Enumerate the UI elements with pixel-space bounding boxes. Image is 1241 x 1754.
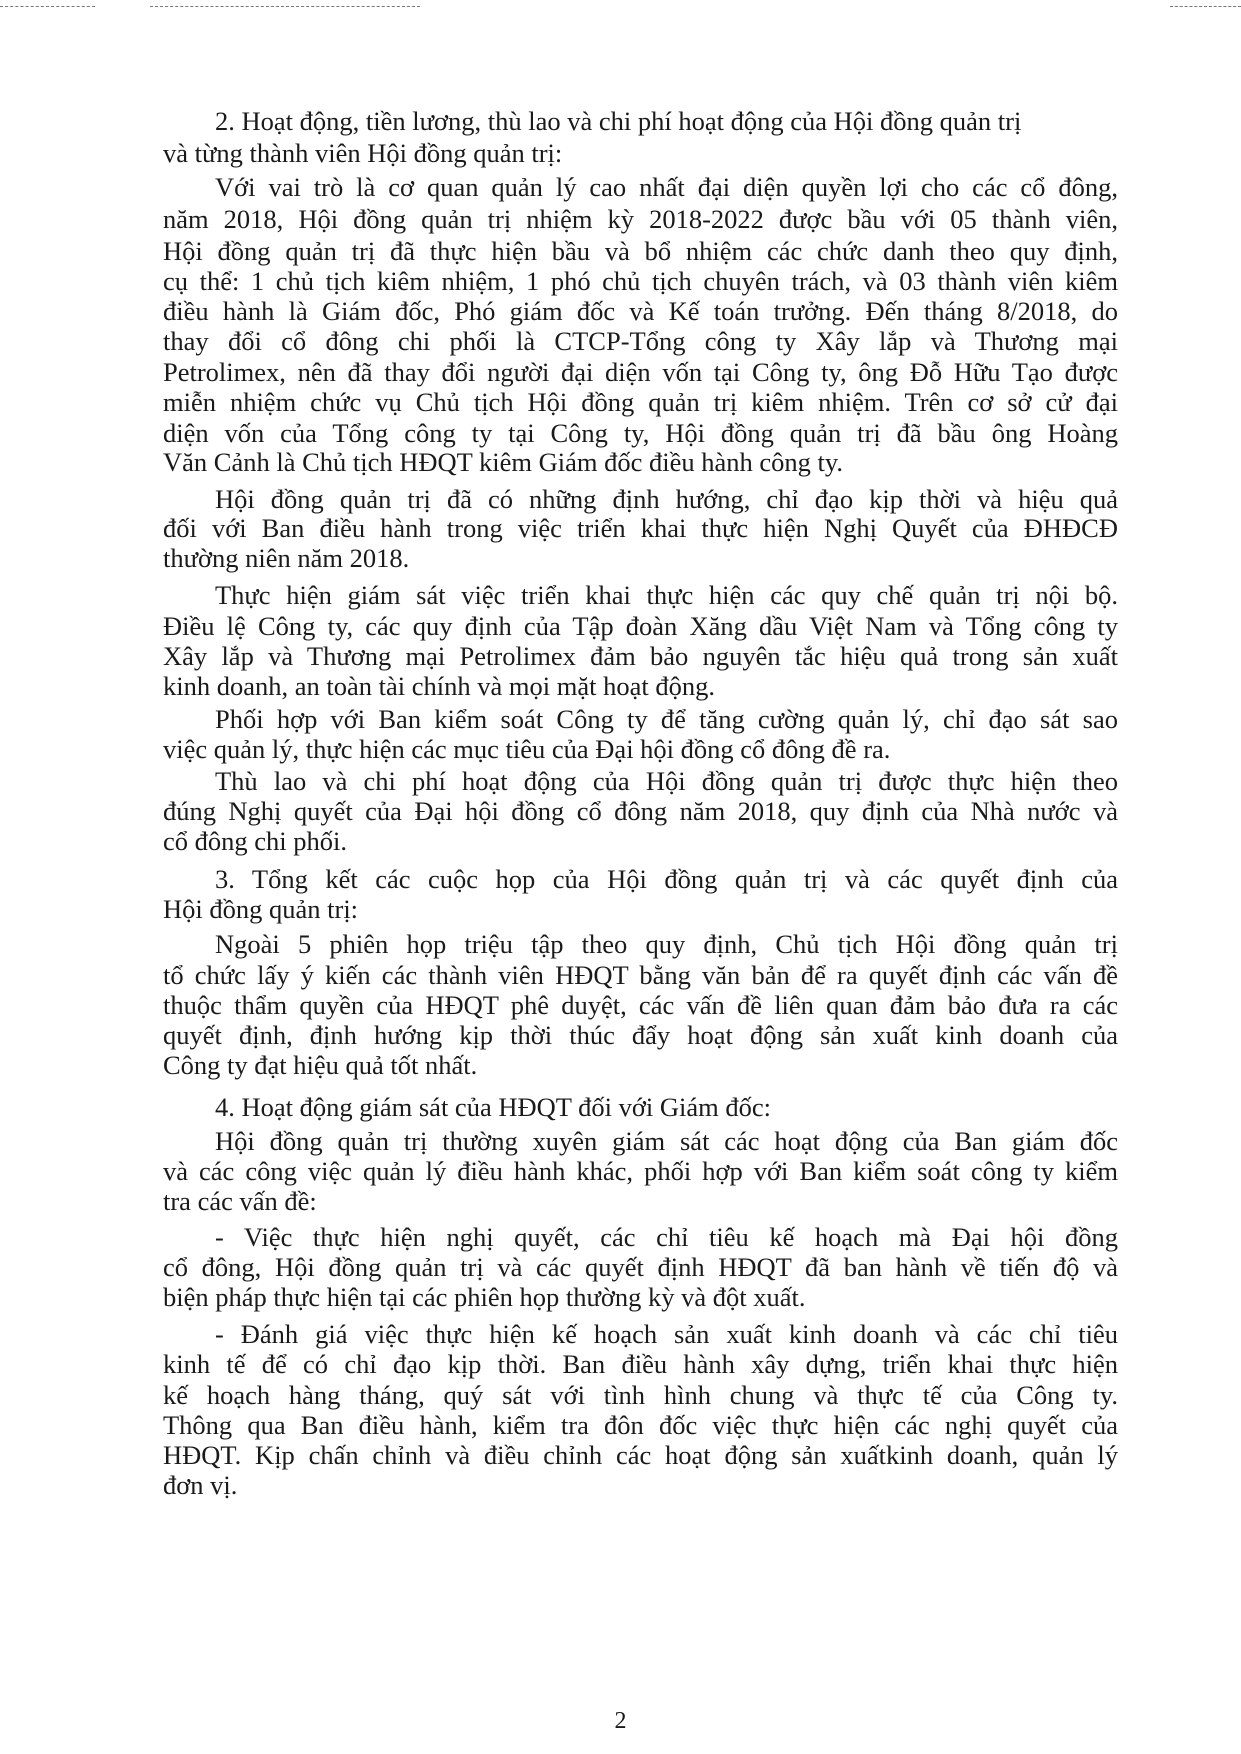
- section-3-heading: 3. Tổng kết các cuộc họp của Hội đồng quản trị và các quyết định của: [215, 864, 1118, 894]
- section-2-heading: 2. Hoạt động, tiền lương, thù lao và chi phí hoạt động của Hội đồng quản trị: [215, 106, 1022, 136]
- bullet-item: - Đánh giá việc thực hiện kế hoạch sản xuất kinh doanh và các chỉ tiêu: [215, 1319, 1118, 1349]
- text-line: Phối hợp với Ban kiểm soát Công ty để tăng cường quản lý, chỉ đạo sát sao: [215, 704, 1118, 734]
- page-number: 2: [614, 1708, 627, 1734]
- text-line: kế hoạch hàng tháng, quý sát với tình hình chung và thực tế của Công ty.: [163, 1380, 1118, 1410]
- text-line: diện vốn của Tổng công ty tại Công ty, Hội đồng quản trị đã bầu ông Hoàng: [163, 418, 1118, 448]
- text-line: và các công việc quản lý điều hành khác, phối hợp với Ban kiểm soát công ty kiểm: [163, 1156, 1118, 1186]
- text-line: thay đổi cổ đông chi phối là CTCP-Tổng công ty Xây lắp và Thương mại: [163, 326, 1118, 356]
- text-line: Xây lắp và Thương mại Petrolimex đảm bảo nguyên tắc hiệu quả trong sản xuất: [163, 641, 1118, 671]
- text-line: cổ đông chi phối.: [163, 826, 347, 856]
- text-line: Thực hiện giám sát việc triển khai thực hiện các quy chế quản trị nội bộ.: [215, 580, 1118, 610]
- text-line: kinh tế để có chỉ đạo kịp thời. Ban điều hành xây dựng, triển khai thực hiện: [163, 1349, 1118, 1379]
- text-line: tra các vấn đề:: [163, 1186, 317, 1216]
- text-line: tổ chức lấy ý kiến các thành viên HĐQT bằng văn bản để ra quyết định các vấn đề: [163, 960, 1118, 990]
- text-line: Petrolimex, nên đã thay đổi người đại diện vốn tại Công ty, ông Đỗ Hữu Tạo được: [163, 357, 1118, 387]
- text-line: năm 2018, Hội đồng quản trị nhiệm kỳ 2018-2022 được bầu với 05 thành viên,: [163, 204, 1118, 234]
- text-line: quyết định, định hướng kịp thời thúc đẩy hoạt động sản xuất kinh doanh của: [163, 1020, 1118, 1050]
- text-line: Điều lệ Công ty, các quy định của Tập đoàn Xăng dầu Việt Nam và Tổng công ty: [163, 611, 1118, 641]
- text-line: Hội đồng quản trị đã thực hiện bầu và bổ nhiệm các chức danh theo quy định,: [163, 236, 1118, 266]
- text-line: HĐQT. Kịp chấn chỉnh và điều chỉnh các hoạt động sản xuấtkinh doanh, quản lý: [163, 1440, 1118, 1470]
- text-line: thường niên năm 2018.: [163, 543, 410, 573]
- section-2-heading-cont: và từng thành viên Hội đồng quản trị:: [163, 138, 563, 168]
- text-line: đơn vị.: [163, 1470, 238, 1500]
- text-line: thuộc thẩm quyền của HĐQT phê duyệt, các vấn đề liên quan đảm bảo đưa ra các: [163, 990, 1118, 1020]
- text-line: đúng Nghị quyết của Đại hội đồng cổ đông năm 2018, quy định của Nhà nước và: [163, 796, 1118, 826]
- text-line: đối với Ban điều hành trong việc triển khai thực hiện Nghị Quyết của ĐHĐCĐ: [163, 513, 1118, 543]
- text-line: cụ thể: 1 chủ tịch kiêm nhiệm, 1 phó chủ tịch chuyên trách, và 03 thành viên kiêm: [163, 266, 1118, 296]
- text-line: Thù lao và chi phí hoạt động của Hội đồng quản trị được thực hiện theo: [215, 766, 1118, 796]
- section-4-heading: 4. Hoạt động giám sát của HĐQT đối với Giám đốc:: [215, 1092, 771, 1122]
- text-line: Văn Cảnh là Chủ tịch HĐQT kiêm Giám đốc điều hành công ty.: [163, 447, 844, 477]
- text-line: Thông qua Ban điều hành, kiểm tra đôn đốc việc thực hiện các nghị quyết của: [163, 1410, 1118, 1440]
- text-line: kinh doanh, an toàn tài chính và mọi mặt hoạt động.: [163, 671, 715, 701]
- text-line: Công ty đạt hiệu quả tốt nhất.: [163, 1050, 478, 1080]
- text-line: Hội đồng quản trị đã có những định hướng, chỉ đạo kịp thời và hiệu quả: [215, 484, 1118, 514]
- text-line: Ngoài 5 phiên họp triệu tập theo quy định, Chủ tịch Hội đồng quản trị: [215, 929, 1118, 959]
- text-line: miễn nhiệm chức vụ Chủ tịch Hội đồng quản trị kiêm nhiệm. Trên cơ sở cử đại: [163, 387, 1118, 417]
- text-line: điều hành là Giám đốc, Phó giám đốc và Kế toán trưởng. Đến tháng 8/2018, do: [163, 296, 1118, 326]
- section-3-heading-cont: Hội đồng quản trị:: [163, 894, 359, 924]
- text-line: việc quản lý, thực hiện các mục tiêu của Đại hội đồng cổ đông đề ra.: [163, 734, 891, 764]
- text-line: biện pháp thực hiện tại các phiên họp thường kỳ và đột xuất.: [163, 1282, 806, 1312]
- bullet-item: - Việc thực hiện nghị quyết, các chỉ tiêu kế hoạch mà Đại hội đồng: [215, 1222, 1118, 1252]
- text-line: cổ đông, Hội đồng quản trị và các quyết định HĐQT đã ban hành về tiến độ và: [163, 1252, 1118, 1282]
- text-line: Với vai trò là cơ quan quản lý cao nhất đại diện quyền lợi cho các cổ đông,: [215, 172, 1118, 202]
- text-line: Hội đồng quản trị thường xuyên giám sát các hoạt động của Ban giám đốc: [215, 1126, 1118, 1156]
